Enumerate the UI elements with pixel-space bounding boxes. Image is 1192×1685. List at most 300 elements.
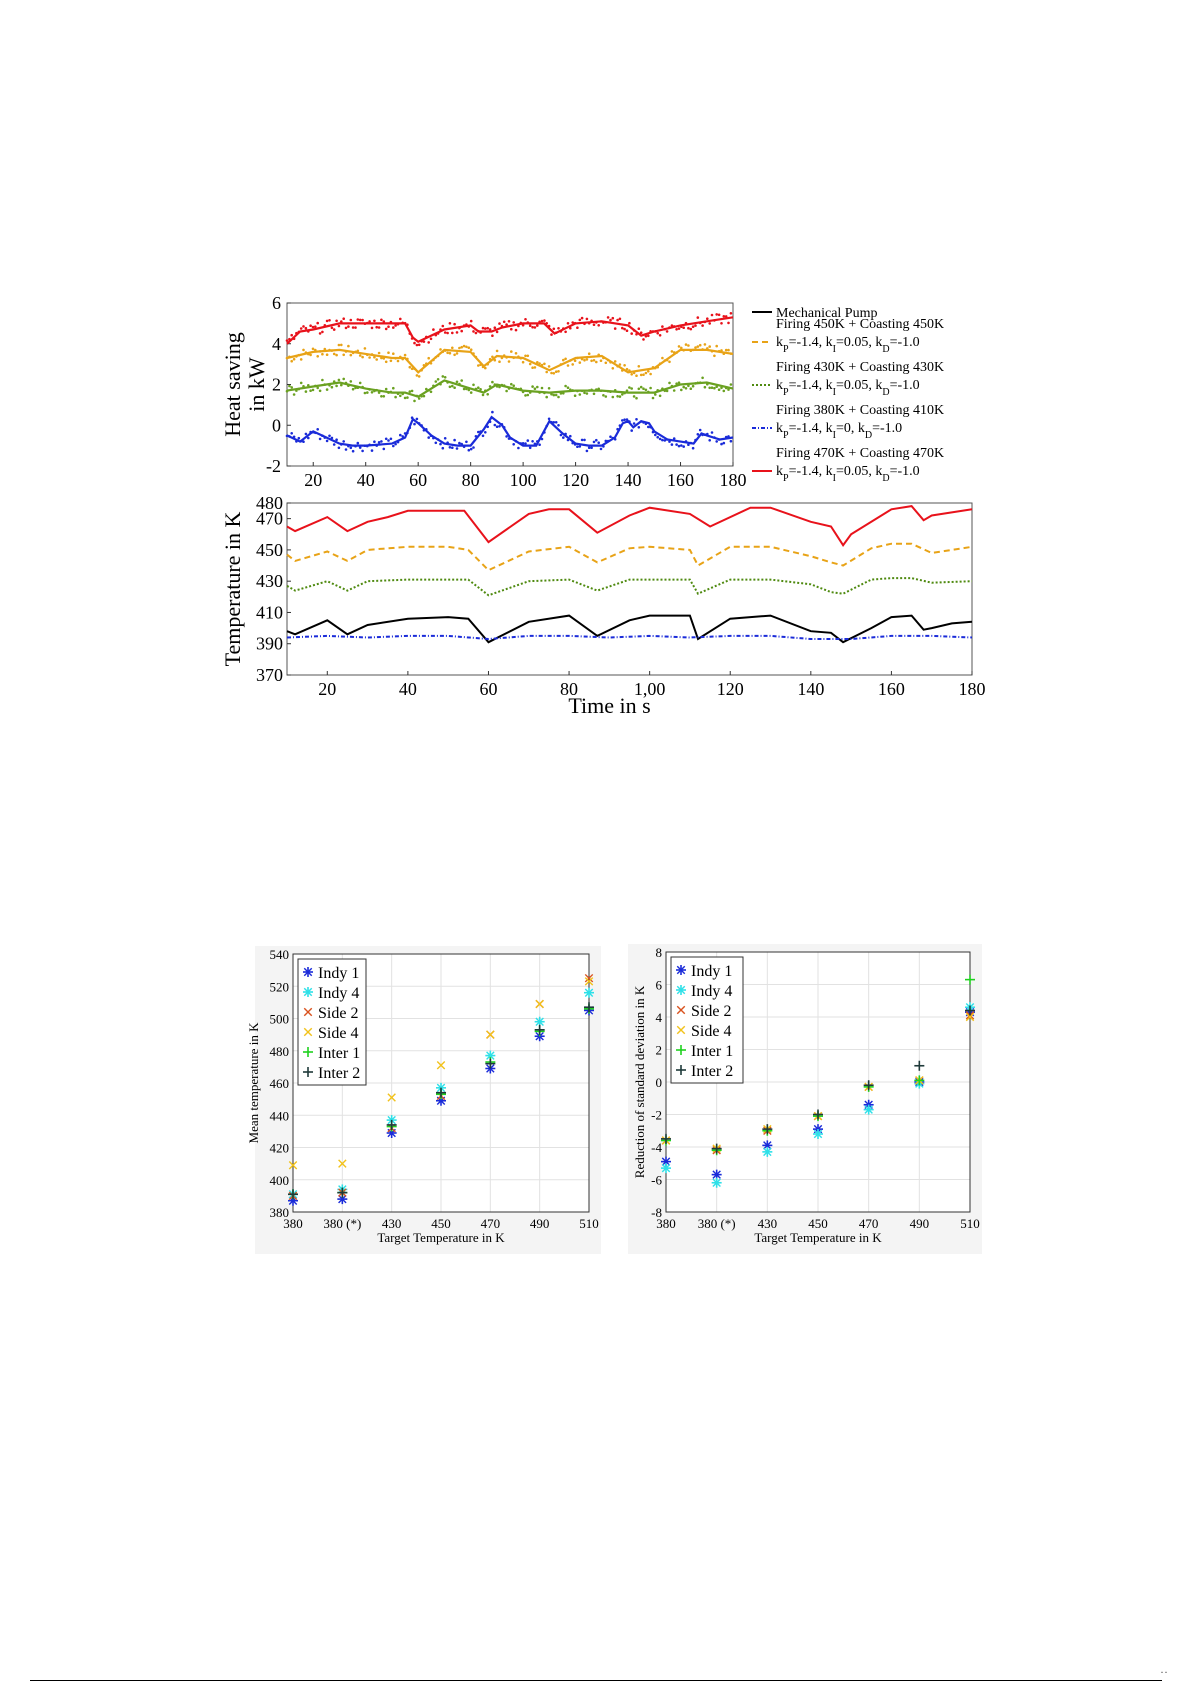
heat-data-point bbox=[569, 327, 572, 330]
x-tick-label: 430 bbox=[381, 1216, 402, 1231]
heat-data-point bbox=[545, 371, 548, 374]
heat-data-point bbox=[338, 379, 341, 382]
heat-data-point bbox=[432, 328, 435, 331]
heat-data-point bbox=[597, 441, 600, 444]
heat-data-point bbox=[335, 385, 338, 388]
heat-data-point bbox=[345, 448, 348, 451]
heat-data-point bbox=[701, 348, 704, 351]
heat-data-point bbox=[720, 387, 723, 390]
y-tick-label: -4 bbox=[651, 1140, 662, 1155]
heat-data-point bbox=[571, 442, 574, 445]
heat-data-point bbox=[515, 352, 518, 355]
heat-data-point bbox=[602, 321, 605, 324]
heat-data-point bbox=[366, 322, 369, 325]
heat-data-point bbox=[581, 358, 584, 361]
heat-data-point bbox=[401, 358, 404, 361]
heat-data-point bbox=[307, 330, 310, 333]
heat-data-point bbox=[482, 394, 485, 397]
x-tick-label: 160 bbox=[877, 679, 905, 699]
heat-data-point bbox=[560, 434, 563, 437]
heat-data-point bbox=[682, 349, 685, 352]
heat-data-point bbox=[425, 388, 428, 391]
heat-data-point bbox=[302, 349, 305, 352]
heat-data-point bbox=[460, 330, 463, 333]
heat-data-point bbox=[522, 391, 525, 394]
heat-data-point bbox=[357, 318, 360, 321]
heat-data-point bbox=[569, 388, 572, 391]
heat-data-point bbox=[326, 440, 329, 443]
x-tick-label: 430 bbox=[757, 1216, 778, 1231]
heat-data-point bbox=[352, 352, 355, 355]
heat-data-point bbox=[652, 330, 655, 333]
heat-data-point bbox=[468, 346, 471, 349]
heat-data-point bbox=[503, 426, 506, 429]
heat-data-point bbox=[680, 389, 683, 392]
heat-data-point bbox=[451, 385, 454, 388]
heat-data-point bbox=[312, 389, 315, 392]
x-axis-label: Target Temperature in K bbox=[377, 1230, 505, 1245]
heat-data-point bbox=[347, 345, 350, 348]
heat-data-point bbox=[680, 347, 683, 350]
heat-data-point bbox=[697, 433, 700, 436]
heat-data-point bbox=[423, 395, 426, 398]
heat-data-point bbox=[529, 363, 532, 366]
heat-data-point bbox=[541, 387, 544, 390]
heat-data-point bbox=[574, 443, 577, 446]
heat-data-point bbox=[590, 360, 593, 363]
heat-data-point bbox=[505, 323, 508, 326]
heat-data-point bbox=[437, 438, 440, 441]
heat-data-point bbox=[649, 426, 652, 429]
heat-data-point bbox=[574, 394, 577, 397]
heat-data-point bbox=[614, 438, 617, 441]
heat-data-point bbox=[371, 353, 374, 356]
heat-data-point bbox=[401, 393, 404, 396]
heat-data-point bbox=[324, 324, 327, 327]
heat-data-point bbox=[375, 358, 378, 361]
heat-data-point bbox=[725, 349, 728, 352]
heat-data-point bbox=[560, 363, 563, 366]
heat-data-point bbox=[416, 418, 419, 421]
heat-data-point bbox=[496, 350, 499, 353]
heat-data-point bbox=[545, 396, 548, 399]
heat-data-point bbox=[345, 350, 348, 353]
heat-data-point bbox=[668, 440, 671, 443]
heat-data-point bbox=[626, 389, 629, 392]
y-tick-label: -2 bbox=[651, 1107, 662, 1123]
heat-data-point bbox=[479, 363, 482, 366]
heat-data-point bbox=[680, 325, 683, 328]
heat-data-point bbox=[380, 319, 383, 322]
heat-data-point bbox=[548, 418, 551, 421]
heat-data-point bbox=[340, 443, 343, 446]
heat-data-point bbox=[555, 421, 558, 424]
heat-data-point bbox=[298, 437, 301, 440]
heat-data-point bbox=[656, 366, 659, 369]
heat-data-point bbox=[418, 422, 421, 425]
heat-data-point bbox=[472, 446, 475, 449]
legend-parameters: $k_P=-1.4$, $k_I=0.05$, $k_D=-1.0$ bbox=[776, 378, 920, 398]
heat-data-point bbox=[562, 359, 565, 362]
heat-data-point bbox=[305, 327, 308, 330]
heat-data-point bbox=[494, 326, 497, 329]
heat-data-point bbox=[666, 390, 669, 393]
heat-data-point bbox=[380, 395, 383, 398]
x-tick-label: 450 bbox=[808, 1216, 828, 1231]
heat-data-point bbox=[652, 366, 655, 369]
heat-data-point bbox=[300, 358, 303, 361]
heat-data-point bbox=[359, 446, 362, 449]
heat-data-point bbox=[510, 437, 513, 440]
heat-data-point bbox=[498, 425, 501, 428]
heat-data-point bbox=[548, 387, 551, 390]
heat-data-point bbox=[607, 440, 610, 443]
heat-data-point bbox=[347, 325, 350, 328]
temperature-series-line bbox=[287, 636, 972, 639]
heat-data-point bbox=[470, 391, 473, 394]
heat-data-point bbox=[477, 364, 480, 367]
heat-data-point bbox=[562, 327, 565, 330]
heat-data-point bbox=[557, 396, 560, 399]
heat-data-point bbox=[522, 324, 525, 327]
heat-data-point bbox=[463, 345, 466, 348]
y-tick-label: 440 bbox=[269, 1108, 289, 1124]
y-tick-label: 470 bbox=[256, 508, 283, 529]
heat-data-point bbox=[661, 439, 664, 442]
y-tick-label: 450 bbox=[256, 539, 283, 560]
x-tick-label: 380 bbox=[656, 1216, 676, 1231]
heat-data-point bbox=[574, 359, 577, 362]
heat-data-point bbox=[390, 391, 393, 394]
heat-data-point bbox=[633, 372, 636, 375]
heat-data-point bbox=[501, 423, 504, 426]
heat-data-point bbox=[687, 344, 690, 347]
heat-data-point bbox=[586, 318, 589, 321]
heat-data-point bbox=[692, 385, 695, 388]
y-tick-label: 4 bbox=[272, 333, 281, 354]
heat-data-point bbox=[654, 367, 657, 370]
heat-data-point bbox=[623, 392, 626, 395]
heat-data-point bbox=[623, 364, 626, 367]
heat-data-point bbox=[333, 353, 336, 356]
heat-data-point bbox=[470, 448, 473, 451]
heat-data-point bbox=[730, 312, 733, 315]
y-tick-label: 380 bbox=[269, 1205, 289, 1220]
heat-data-point bbox=[340, 344, 343, 347]
heat-data-point bbox=[588, 389, 591, 392]
y-tick-label: 2 bbox=[272, 374, 281, 395]
heat-data-point bbox=[538, 443, 541, 446]
heat-data-point bbox=[456, 352, 459, 355]
heat-data-point bbox=[321, 379, 324, 382]
heat-data-point bbox=[439, 328, 442, 331]
heat-data-point bbox=[484, 431, 487, 434]
heat-data-point bbox=[383, 320, 386, 323]
heat-data-point bbox=[442, 351, 445, 354]
x-tick-label: 160 bbox=[667, 470, 695, 490]
heat-data-point bbox=[711, 350, 714, 353]
heat-data-point bbox=[673, 325, 676, 328]
heat-data-point bbox=[701, 377, 704, 380]
heat-data-point bbox=[383, 395, 386, 398]
heat-data-point bbox=[678, 345, 681, 348]
heat-data-point bbox=[720, 349, 723, 352]
heat-data-point bbox=[411, 390, 414, 393]
heat-data-point bbox=[309, 324, 312, 327]
heat-data-point bbox=[309, 431, 312, 434]
heat-data-point bbox=[645, 423, 648, 426]
heat-data-point bbox=[671, 324, 674, 327]
heat-data-point bbox=[449, 446, 452, 449]
heat-data-point bbox=[328, 349, 331, 352]
heat-data-point bbox=[593, 323, 596, 326]
heat-data-point bbox=[401, 322, 404, 325]
y-axis-label: Temperature in K bbox=[220, 511, 245, 667]
heat-data-point bbox=[564, 433, 567, 436]
heat-data-point bbox=[654, 434, 657, 437]
heat-data-point bbox=[446, 441, 449, 444]
legend-label: Indy 4 bbox=[318, 985, 360, 1002]
heat-data-point bbox=[616, 395, 619, 398]
heat-data-point bbox=[593, 393, 596, 396]
heat-data-point bbox=[687, 327, 690, 330]
heat-data-point bbox=[444, 376, 447, 379]
y-tick-label: -2 bbox=[266, 456, 281, 476]
heat-data-point bbox=[423, 364, 426, 367]
heat-data-point bbox=[567, 386, 570, 389]
heat-data-point bbox=[442, 375, 445, 378]
heat-data-point bbox=[630, 429, 633, 432]
heat-data-point bbox=[489, 421, 492, 424]
heat-data-point bbox=[435, 442, 438, 445]
heat-data-point bbox=[711, 386, 714, 389]
heat-data-point bbox=[449, 386, 452, 389]
heat-data-point bbox=[720, 322, 723, 325]
heat-data-point bbox=[699, 322, 702, 325]
heat-data-point bbox=[708, 322, 711, 325]
heat-data-point bbox=[550, 421, 553, 424]
heat-data-point bbox=[621, 393, 624, 396]
heat-data-point bbox=[385, 328, 388, 331]
heat-data-point bbox=[697, 382, 700, 385]
heat-data-point bbox=[692, 447, 695, 450]
heat-data-point bbox=[527, 321, 530, 324]
heat-data-point bbox=[475, 356, 478, 359]
heat-data-point bbox=[300, 440, 303, 443]
heat-data-point bbox=[319, 332, 322, 335]
heat-data-point bbox=[335, 438, 338, 441]
y-axis-label-line2: in kW bbox=[244, 357, 269, 412]
legend-label: Firing 380K + Coasting 410K bbox=[776, 403, 945, 418]
heat-data-point bbox=[420, 369, 423, 372]
heat-data-point bbox=[527, 439, 530, 442]
heat-data-point bbox=[534, 387, 537, 390]
heat-data-point bbox=[593, 359, 596, 362]
heat-data-point bbox=[515, 440, 518, 443]
heat-data-point bbox=[699, 344, 702, 347]
heat-data-point bbox=[427, 357, 430, 360]
heat-data-point bbox=[449, 352, 452, 355]
heat-data-point bbox=[437, 332, 440, 335]
heat-data-point bbox=[586, 450, 589, 453]
x-tick-label: 60 bbox=[479, 679, 498, 699]
heat-data-point bbox=[453, 323, 456, 326]
heat-data-point bbox=[498, 386, 501, 389]
heat-data-point bbox=[571, 321, 574, 324]
heat-data-point bbox=[713, 387, 716, 390]
heat-data-point bbox=[694, 346, 697, 349]
heat-data-point bbox=[470, 320, 473, 323]
x-tick-label: 510 bbox=[960, 1216, 980, 1231]
heat-data-point bbox=[482, 366, 485, 369]
heat-data-point bbox=[550, 393, 553, 396]
heat-data-point bbox=[342, 317, 345, 320]
heat-data-point bbox=[529, 447, 532, 450]
heat-data-point bbox=[590, 389, 593, 392]
heat-data-point bbox=[352, 450, 355, 453]
heat-data-point bbox=[642, 387, 645, 390]
heat-data-point bbox=[406, 358, 409, 361]
heat-data-point bbox=[460, 379, 463, 382]
y-tick-label: 2 bbox=[655, 1042, 662, 1058]
heat-data-point bbox=[612, 437, 615, 440]
heat-data-point bbox=[576, 357, 579, 360]
heat-data-point bbox=[600, 448, 603, 451]
heat-data-point bbox=[508, 320, 511, 323]
heat-data-point bbox=[621, 369, 624, 372]
heat-data-point bbox=[723, 390, 726, 393]
heat-data-point bbox=[404, 432, 407, 435]
heat-data-point bbox=[342, 378, 345, 381]
heat-data-point bbox=[555, 394, 558, 397]
heat-data-point bbox=[472, 352, 475, 355]
heat-data-point bbox=[633, 329, 636, 332]
heat-data-point bbox=[468, 449, 471, 452]
heat-data-point bbox=[666, 330, 669, 333]
heat-data-point bbox=[536, 324, 539, 327]
heat-data-point bbox=[503, 354, 506, 357]
heat-data-point bbox=[397, 323, 400, 326]
heat-data-point bbox=[659, 395, 662, 398]
heat-data-point bbox=[350, 354, 353, 357]
heat-data-point bbox=[482, 435, 485, 438]
x-axis-label: Time in s bbox=[568, 693, 651, 718]
heat-data-point bbox=[562, 436, 565, 439]
heat-data-point bbox=[409, 366, 412, 369]
x-tick-label: 510 bbox=[579, 1216, 599, 1231]
heat-data-point bbox=[286, 390, 289, 393]
heat-data-point bbox=[437, 378, 440, 381]
heat-data-point bbox=[675, 328, 678, 331]
y-tick-label: 6 bbox=[655, 977, 662, 993]
heat-data-point bbox=[616, 319, 619, 322]
heat-data-point bbox=[477, 330, 480, 333]
heat-data-point bbox=[715, 440, 718, 443]
heat-data-point bbox=[553, 394, 556, 397]
heat-data-point bbox=[324, 383, 327, 386]
x-tick-label: 120 bbox=[716, 679, 744, 699]
heat-data-point bbox=[557, 424, 560, 427]
heat-data-point bbox=[649, 330, 652, 333]
heat-data-point bbox=[411, 337, 414, 340]
heat-data-point bbox=[288, 356, 291, 359]
heat-data-point bbox=[508, 387, 511, 390]
heat-data-point bbox=[614, 389, 617, 392]
heat-data-point bbox=[305, 433, 308, 436]
temperature-series-line bbox=[287, 506, 972, 545]
heat-data-point bbox=[364, 347, 367, 350]
heat-data-point bbox=[354, 445, 357, 448]
heat-data-point bbox=[413, 423, 416, 426]
heat-data-point bbox=[295, 355, 298, 358]
heat-data-point bbox=[463, 324, 466, 327]
heat-data-point bbox=[581, 317, 584, 320]
heat-data-point bbox=[312, 326, 315, 329]
heat-data-point bbox=[616, 428, 619, 431]
heat-data-point bbox=[390, 438, 393, 441]
heat-data-point bbox=[510, 383, 513, 386]
heat-data-point bbox=[678, 327, 681, 330]
heat-data-point bbox=[682, 386, 685, 389]
heat-data-point bbox=[496, 385, 499, 388]
heat-data-point bbox=[685, 387, 688, 390]
y-tick-label: 430 bbox=[256, 571, 283, 592]
legend-label: Inter 2 bbox=[318, 1065, 361, 1082]
heat-data-point bbox=[548, 325, 551, 328]
heat-data-point bbox=[645, 389, 648, 392]
heat-data-point bbox=[375, 326, 378, 329]
heat-data-point bbox=[560, 330, 563, 333]
heat-data-point bbox=[664, 390, 667, 393]
heat-data-point bbox=[536, 386, 539, 389]
heat-data-point bbox=[314, 432, 317, 435]
heat-data-point bbox=[314, 325, 317, 328]
heat-data-point bbox=[527, 355, 530, 358]
heat-data-point bbox=[718, 314, 721, 317]
heat-data-point bbox=[359, 382, 362, 385]
heat-data-point bbox=[649, 387, 652, 390]
heat-data-point bbox=[312, 431, 315, 434]
heat-data-point bbox=[708, 439, 711, 442]
heat-data-point bbox=[486, 327, 489, 330]
heat-data-point bbox=[612, 317, 615, 320]
heat-data-point bbox=[675, 351, 678, 354]
heat-data-point bbox=[668, 326, 671, 329]
heat-data-point bbox=[659, 362, 662, 365]
heat-data-point bbox=[690, 328, 693, 331]
x-tick-label: 20 bbox=[304, 470, 323, 490]
heat-data-point bbox=[444, 349, 447, 352]
y-tick-label: 390 bbox=[256, 633, 283, 654]
heat-data-point bbox=[713, 355, 716, 358]
heat-data-point bbox=[661, 387, 664, 390]
legend-label: Indy 1 bbox=[691, 963, 733, 980]
heat-data-point bbox=[364, 392, 367, 395]
heat-data-point bbox=[581, 439, 584, 442]
heat-data-point bbox=[671, 350, 674, 353]
heat-data-point bbox=[515, 387, 518, 390]
heat-data-point bbox=[567, 439, 570, 442]
heat-data-point bbox=[340, 320, 343, 323]
heat-data-point bbox=[538, 362, 541, 365]
heat-data-point bbox=[675, 443, 678, 446]
heat-data-point bbox=[427, 341, 430, 344]
heat-data-point bbox=[465, 441, 468, 444]
heat-data-point bbox=[373, 320, 376, 323]
mean-temperature-chart bbox=[246, 946, 601, 1254]
heat-data-point bbox=[671, 443, 674, 446]
heat-data-point bbox=[548, 365, 551, 368]
